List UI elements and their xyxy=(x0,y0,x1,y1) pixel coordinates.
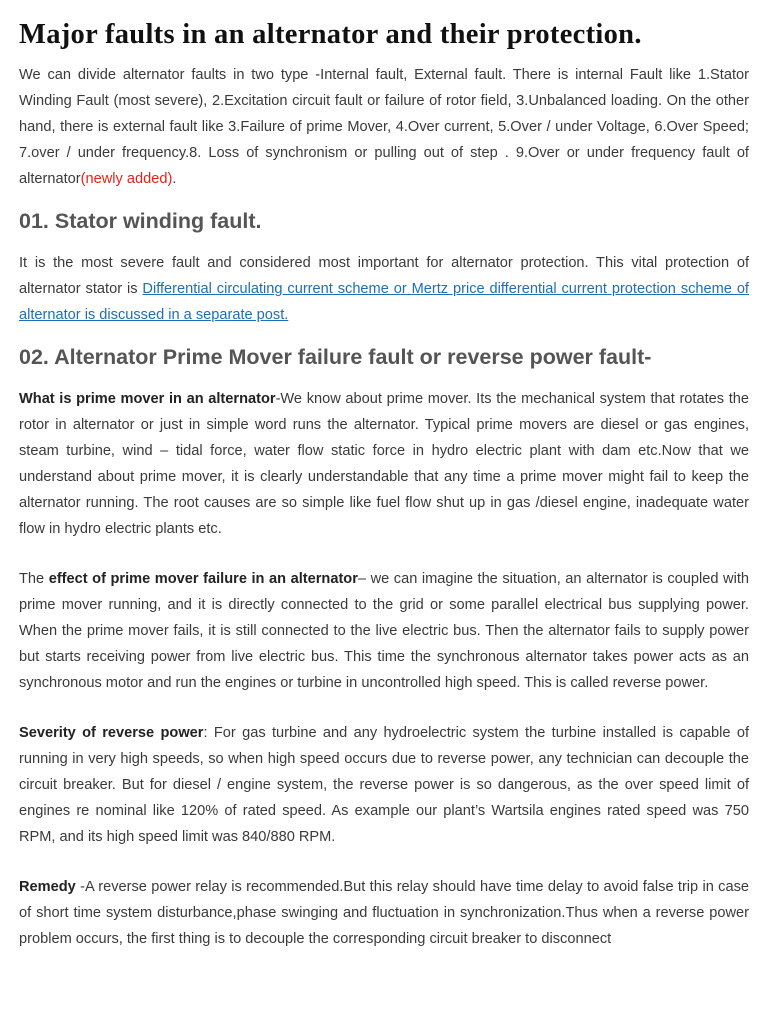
intro-paragraph xyxy=(19,62,749,192)
severity-bold: Severity of reverse power xyxy=(19,725,204,741)
effect-pre: The xyxy=(19,571,49,587)
remedy-text: -A reverse power relay is recommended.But this relay should have time delay to avoid false trip in case of short time system disturbance,phase swinging and fluctuation in synchronization.Thus when a reverse power problem occurs, the first thing is to decouple the corresponding circuit breaker to disconnect xyxy=(19,879,749,947)
remedy-paragraph xyxy=(19,874,749,952)
effect-bold: effect of prime mover failure in an alternator xyxy=(48,571,358,587)
differential-protection-link[interactable]: Differential circulating current scheme or Mertz price differential current protection scheme of alternator is discussed in a separate post. xyxy=(19,281,749,323)
effect-paragraph xyxy=(19,566,749,696)
section1-text: It is the most severe fault and considered most important for alternator protection. This vital protection of alternator stator is xyxy=(19,255,749,297)
severity-text: : For gas turbine and any hydroelectric system the turbine installed is capable of running in very high speeds, so when high speed occurs due to reverse power, any technician can decouple the circuit breaker. But for diesel / engine system, the reverse power is so dangerous, as the over speed limit of engines re nominal like 120% of rated speed. As example our plant’s Wartsila engines rated speed was 750 RPM, and its high speed limit was 840/880 RPM. xyxy=(19,725,749,845)
effect-text: – we can imagine the situation, an alternator is coupled with prime mover running, and it is directly connected to the grid or some parallel electrical bus supplying power. When the prime mover fails, it is still connected to the live electric bus. Then the alternator fails to supply power but starts receiving power from live electric bus. This time the synchronous alternator takes power acts as an synchronous motor and run the engines or turbine in uncontrolled high speed. This is called reverse power. xyxy=(19,571,749,691)
intro-end: . xyxy=(172,171,177,187)
intro-text: We can divide alternator faults in two type -Internal fault, External fault. There is internal Fault like 1.Stator Winding Fault (most severe), 2.Excitation circuit fault or failure of rotor field, 3.Unbalanced loading. On the other hand, there is external fault like 3.Failure of prime Mover, 4.Over current, 5.Over / under Voltage, 6.Over Speed; 7.over / under frequency.8. Loss of synchronism or pulling out of step . 9.Over or under frequency fault of alternator xyxy=(19,67,749,187)
section2-heading: 02. Alternator Prime Mover failure fault or reverse power fault- xyxy=(19,345,652,369)
newly-added-note: (newly added) xyxy=(80,171,173,187)
prime-mover-text: -We know about prime mover. Its the mechanical system that rotates the rotor in alternator or just in simple word runs the alternator. Typical prime movers are diesel or gas engines, steam turbine, wind – tidal force, water flow static force in hydro electric plant with dam etc.Now that we understand about prime mover, it is clearly understandable that any time a prime mover might fail to keep the alternator running. The root causes are so simple like fuel flow shut up in gas /diesel engine, inadequate water flow in hydro electric plants etc. xyxy=(19,391,749,537)
remedy-bold: Remedy xyxy=(19,879,76,895)
severity-paragraph xyxy=(19,720,749,850)
prime-mover-bold: What is prime mover in an alternator xyxy=(19,391,276,407)
prime-mover-paragraph xyxy=(19,386,749,542)
section1-paragraph xyxy=(19,250,749,328)
section1-heading: 01. Stator winding fault. xyxy=(19,209,262,233)
page-title: Major faults in an alternator and their protection. xyxy=(19,19,642,50)
